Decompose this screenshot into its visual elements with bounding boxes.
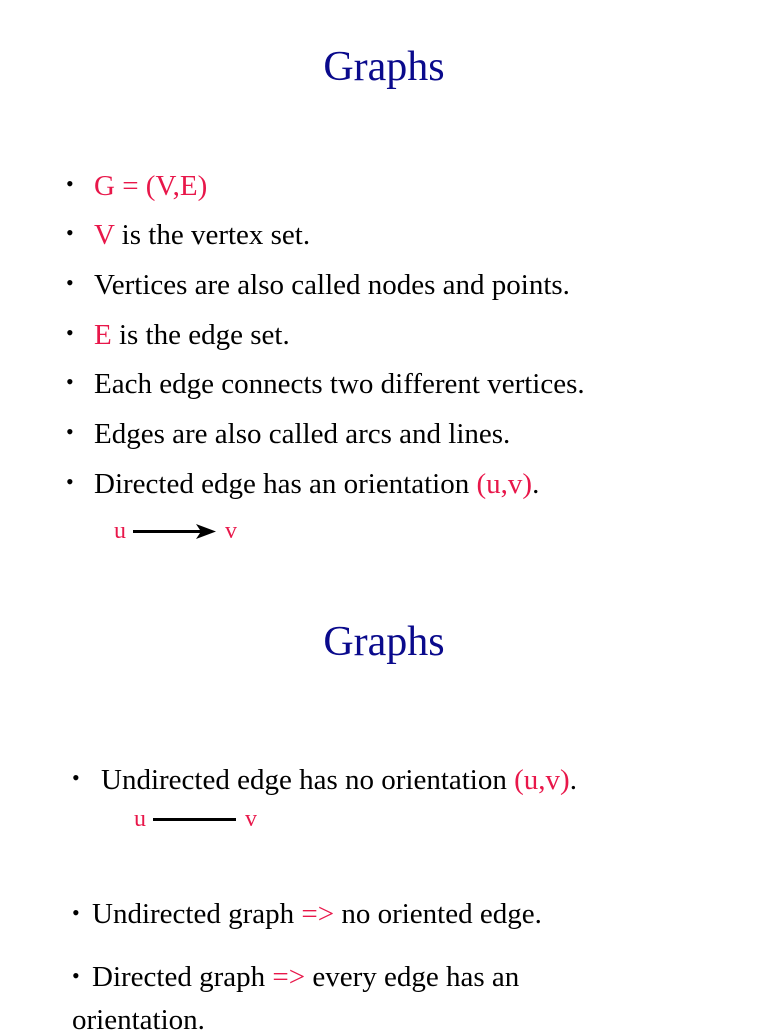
slide-1-title: Graphs (323, 44, 445, 90)
bullet-dot: • (66, 270, 74, 295)
vertex-v-label: v (225, 518, 237, 544)
bullet-text: no oriented edge. (334, 898, 542, 930)
bullet-dot: • (72, 900, 80, 925)
bullet-suffix: . (569, 764, 577, 796)
bullet-dot: • (72, 765, 80, 790)
implies-arrow: => (301, 898, 335, 930)
bullet-suffix: . (532, 468, 540, 500)
bullet-dot: • (66, 469, 74, 494)
vertex-v-label: v (245, 806, 257, 832)
bullet-directed-edge (94, 470, 539, 499)
bullet-text: Each edge connects two different vertices. (94, 368, 585, 400)
bullet-text: Undirected graph (92, 898, 302, 930)
red-text: E (94, 319, 112, 351)
bullet-edges-names (94, 420, 510, 449)
bullet-dot: • (72, 963, 80, 988)
bullet-vertex-set (94, 221, 310, 250)
bullet-vertices-names (94, 271, 570, 300)
bullet-text: is the edge set. (111, 319, 290, 351)
slide-2-title: Graphs (323, 619, 445, 665)
bullet-undirected-graph (92, 900, 542, 929)
undirected-edge-line (153, 818, 236, 821)
bullet-edge-connects (94, 370, 585, 399)
bullet-dot: • (66, 419, 74, 444)
bullet-dot: • (66, 320, 74, 345)
red-text: (u,v) (476, 468, 533, 500)
bullet-text: Undirected edge has no orientation (101, 764, 515, 796)
bullet-text: Directed graph (92, 961, 273, 993)
bullet-edge-set (94, 321, 290, 350)
bullet-dot: • (66, 369, 74, 394)
bullet-graph-definition (94, 172, 207, 201)
bullet-directed-graph (92, 963, 519, 992)
vertex-u-label: u (114, 518, 126, 544)
vertex-u-label: u (134, 806, 146, 832)
bullet-text: Directed edge has an orientation (94, 468, 477, 500)
bullet-directed-graph-continuation: orientation. (72, 1004, 205, 1036)
arrowhead-icon (196, 524, 216, 540)
bullet-text: Edges are also called arcs and lines. (94, 418, 511, 450)
red-text: (u,v) (514, 764, 570, 796)
bullet-text: is the vertex set. (114, 219, 311, 251)
bullet-dot: • (66, 171, 74, 196)
bullet-text: every edge has an (305, 961, 520, 993)
red-text: V (94, 219, 115, 251)
bullet-undirected-edge (101, 766, 577, 795)
bullet-dot: • (66, 220, 74, 245)
bullet-text: Vertices are also called nodes and points. (94, 269, 570, 301)
red-text: G = (V,E) (94, 170, 208, 202)
directed-edge-line (133, 530, 203, 533)
implies-arrow: => (272, 961, 306, 993)
